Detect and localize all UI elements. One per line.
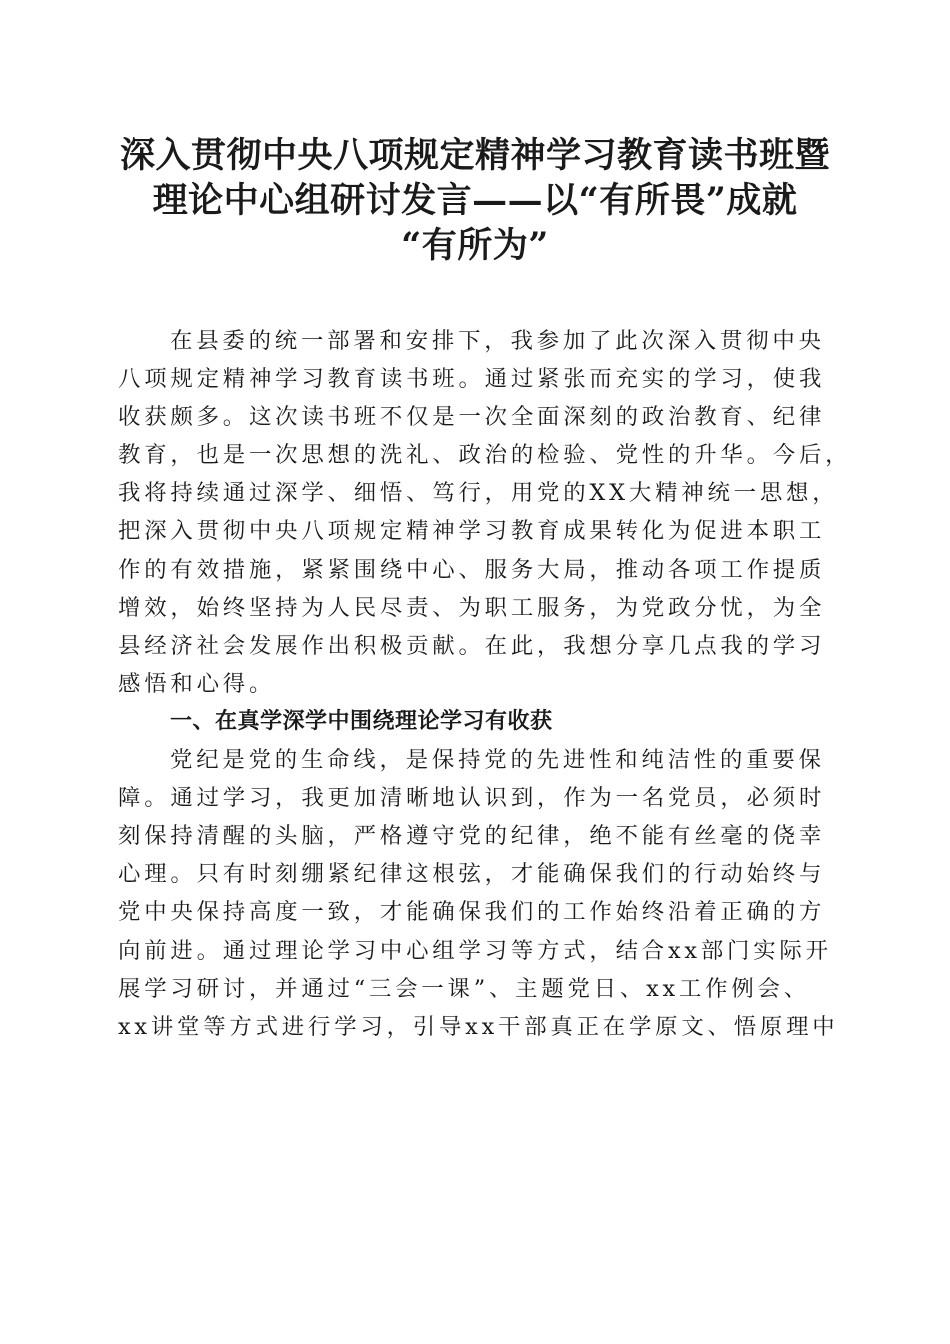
paragraph-intro <box>118 322 852 703</box>
paragraph-line: 心理。只有时刻绷紧纪律这根弦，才能确保我们的行动始终与 <box>118 861 826 888</box>
paragraph-section-1 <box>118 741 840 1046</box>
document-title <box>100 133 850 268</box>
paragraph-line: 在县委的统一部署和安排下，我参加了此次深入贯彻中央 <box>170 328 825 354</box>
paragraph-line: 障。通过学习，我更加清晰地认识到，作为一名党员，必须时 <box>118 785 826 812</box>
paragraph-line: 八项规定精神学习教育读书班。通过紧张而充实的学习，使我 <box>118 366 826 393</box>
paragraph-line: 展学习研讨，并通过“三会一课”、主题党日、xx工作例会、 <box>118 975 810 1002</box>
title-line-1: 深入贯彻中央八项规定精神学习教育读书班暨 <box>119 135 830 176</box>
title-line-2: 理论中心组研讨发言——以“有所畏”成就 <box>152 180 798 221</box>
document-body <box>118 322 852 1046</box>
paragraph-line: 向前进。通过理论学习中心组学习等方式，结合xx部门实际开 <box>118 937 832 964</box>
paragraph-line: 县经济社会发展作出积极贡献。在此，我想分享几点我的学习 <box>118 632 826 659</box>
section-heading-1: 一、在真学深学中围绕理论学习有收获 <box>170 708 553 734</box>
paragraph-line: 刻保持清醒的头脑，严格遵守党的纪律，绝不能有丝毫的侥幸 <box>118 823 826 850</box>
paragraph-line: 教育，也是一次思想的洗礼、政治的检验、党性的升华。今后， <box>118 442 852 469</box>
paragraph-line: 增效，始终坚持为人民尽责、为职工服务，为党政分忧，为全 <box>118 594 826 621</box>
paragraph-line: 把深入贯彻中央八项规定精神学习教育成果转化为促进本职工 <box>118 518 826 545</box>
paragraph-line: 感悟和心得。 <box>118 670 276 697</box>
paragraph-line: xx讲堂等方式进行学习，引导xx干部真正在学原文、悟原理中 <box>118 1013 839 1040</box>
title-line-3: “有所为” <box>401 225 549 266</box>
paragraph-line: 收获颇多。这次读书班不仅是一次全面深刻的政治教育、纪律 <box>118 404 826 431</box>
paragraph-line: 党纪是党的生命线，是保持党的先进性和纯洁性的重要保 <box>170 747 825 774</box>
paragraph-line: 党中央保持高度一致，才能确保我们的工作始终沿着正确的方 <box>118 899 826 926</box>
paragraph-line: 作的有效措施，紧紧围绕中心、服务大局，推动各项工作提质 <box>118 556 826 583</box>
paragraph-line: 我将持续通过深学、细悟、笃行，用党的XX大精神统一思想， <box>118 480 839 507</box>
